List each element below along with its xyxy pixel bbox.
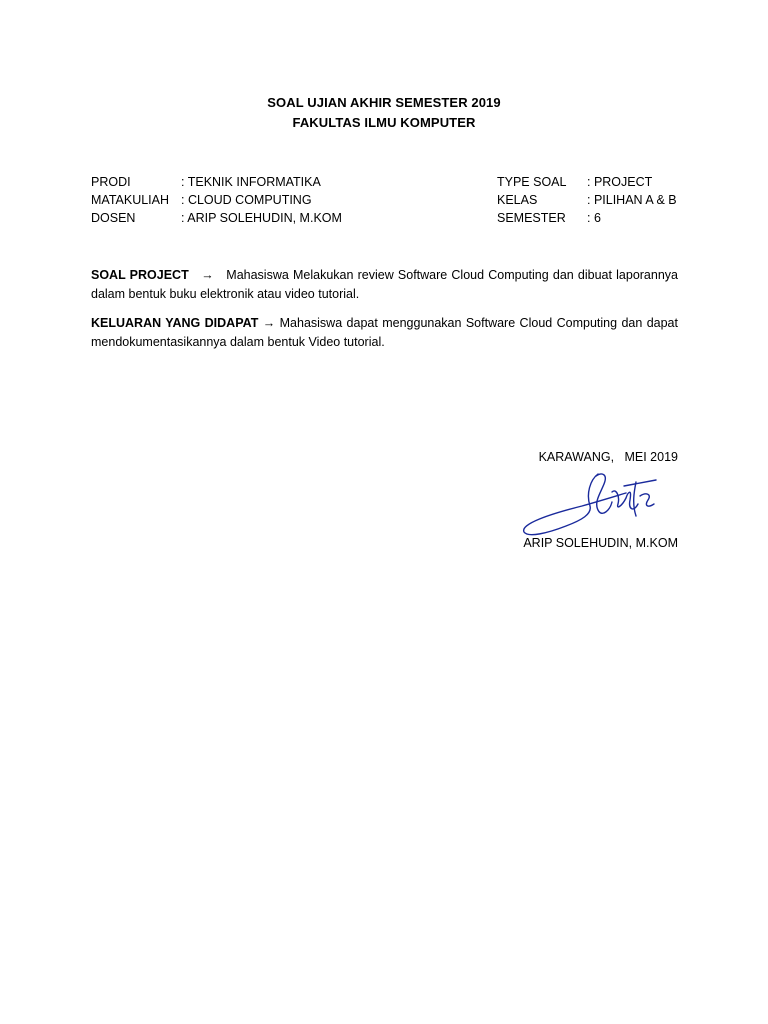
info-row-matakuliah xyxy=(91,191,342,209)
info-row-dosen xyxy=(91,209,342,227)
keluaran-text: Mahasiswa dapat menggunakan Software Cloud Computing dan dapat mendokumentasikannya dalam bentuk Video tutorial. xyxy=(91,316,678,349)
info-label: TYPE SOAL xyxy=(497,175,567,189)
soal-project-paragraph xyxy=(91,266,678,304)
arrow-right-icon: → xyxy=(201,268,214,282)
info-label: PRODI xyxy=(91,175,131,189)
info-row-type-soal xyxy=(497,173,677,191)
course-info-left xyxy=(91,173,342,227)
arrow-right-icon: → xyxy=(262,316,276,330)
info-value: : CLOUD COMPUTING xyxy=(181,193,312,207)
keluaran-label: KELUARAN YANG DIDAPAT xyxy=(91,316,259,330)
soal-project-label: SOAL PROJECT xyxy=(91,268,189,282)
info-value: : ARIP SOLEHUDIN, M.KOM xyxy=(181,211,342,225)
info-value: : 6 xyxy=(587,211,601,225)
place-date: KARAWANG, MEI 2019 xyxy=(538,450,678,464)
info-label: MATAKULIAH xyxy=(91,193,170,207)
keluaran-paragraph xyxy=(91,314,678,352)
info-row-kelas xyxy=(497,191,677,209)
signatory-name: ARIP SOLEHUDIN, M.KOM xyxy=(523,536,678,550)
info-value: : PROJECT xyxy=(587,175,653,189)
info-row-prodi xyxy=(91,173,342,191)
handwritten-signature xyxy=(520,466,660,546)
course-info-right xyxy=(497,173,677,227)
info-label: SEMESTER xyxy=(497,211,566,225)
document-subtitle: FAKULTAS ILMU KOMPUTER xyxy=(292,115,476,130)
info-value: : TEKNIK INFORMATIKA xyxy=(181,175,321,189)
info-row-semester xyxy=(497,209,677,227)
info-label: DOSEN xyxy=(91,211,136,225)
info-value: : PILIHAN A & B xyxy=(587,193,677,207)
info-label: KELAS xyxy=(497,193,538,207)
soal-project-text: Mahasiswa Melakukan review Software Cloud Computing dan dibuat laporannya dalam bentuk buku elektronik atau video tutorial. xyxy=(91,268,678,301)
document-title: SOAL UJIAN AKHIR SEMESTER 2019 xyxy=(267,95,501,110)
